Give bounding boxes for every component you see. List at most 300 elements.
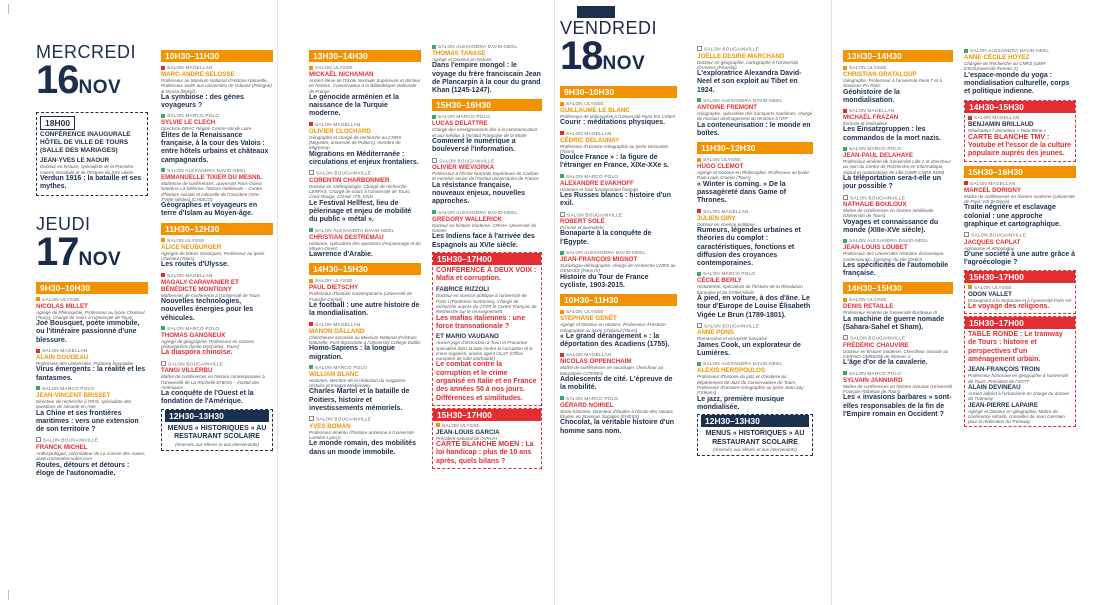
event <box>697 271 813 319</box>
time-slot: 13H30–14H30 <box>843 50 953 62</box>
speaker-name: ODON VALLET <box>968 290 1012 298</box>
speaker-name: CÉCILE BERLY <box>697 277 742 285</box>
salon-label: SALON BOUGAINVILLE <box>439 158 495 164</box>
speaker-bio: Agrégé de Philosophie, Professeur au lycée Choiseul (Tours), Chargé de cours à l'université de Tours <box>36 309 145 320</box>
column-thu-afternoon <box>309 0 421 457</box>
salon-label: SALON MAGELLAN <box>42 348 88 354</box>
time-slot: 9H30–10H30 <box>560 86 677 98</box>
speaker-name: MICKAËL NICHANIAN <box>309 71 374 78</box>
event-title: La symbiose : des gènes voyageurs ? <box>161 93 244 110</box>
religion-box <box>964 270 1076 315</box>
event <box>560 101 677 128</box>
speaker-bio: Directrice DRAC Région Centre-Val de Loire <box>161 126 252 132</box>
speaker-name: CHRISTIAN DESTREMAU <box>309 233 384 241</box>
salon-label: SALON ULYSSE <box>566 309 604 315</box>
speaker-bio: Enseignant à la Sorbonne et à l'université Paris-VII <box>968 297 1072 303</box>
salon-label: SALON MARCO POLO <box>42 385 95 391</box>
speaker-bio: Directeur de recherche à l'IRIS, spécialiste des questions de sécurité en Asie <box>36 398 132 410</box>
salon-label: SALON MARCO POLO <box>703 271 756 277</box>
day-number: 16 <box>36 58 79 102</box>
speaker-name: HUGO CLEMOT <box>697 163 744 171</box>
event-title: « Winter is coming. » De la passagèreté dans Game of Thrones. <box>697 180 787 205</box>
salon-label: SALON BOUGAINVILLE <box>567 212 623 218</box>
salon-label: SALON MAGELLAN <box>566 352 612 358</box>
event <box>697 157 813 205</box>
menu-title: MENUS « HISTORIQUES » AU RESTAURANT SCOLAIRE <box>705 430 805 446</box>
speaker-bio: Écrivain et journaliste <box>560 225 604 231</box>
day-header-thu <box>36 214 148 278</box>
event <box>309 65 421 119</box>
speaker-bio: Agrégé et Docteur en histoire <box>432 57 492 62</box>
speaker-name: THOMAS TANASE <box>432 50 486 57</box>
speaker-name: YVES BOMAN <box>309 422 351 430</box>
speaker-name: LUCAS DELATTRE <box>432 120 488 128</box>
salon-label: SALON MAGELLAN <box>970 180 1016 186</box>
event-title: CONFÉRENCE INAUGURALE HÔTEL DE VILLE DE TOURS (SALLE DES MARIAGES) <box>40 131 131 154</box>
speaker-name: CÉDRIC DELAUNAY <box>560 136 620 144</box>
speaker-name: ANNE-CÉCILE HOYEZ <box>964 54 1030 61</box>
speaker-bio: Maître de conférences en histoire contemporaine à l'Université de La Rochelle EHESS – Institut des Amériques <box>161 374 265 390</box>
event-title: TABLE RONDE : Le tramway de Tours : histoire et perspectives d'un aménagement urbain. <box>968 331 1063 364</box>
event-title: Les Russes blancs : histoire d'un exil. <box>560 192 671 208</box>
event-title: L'âge d'or de la cavalerie. <box>843 359 928 367</box>
speaker-name: ANNE PONS <box>697 329 734 337</box>
event-title: Les spécificités de l'automobile française. <box>843 261 949 278</box>
speaker-name: GREGORY WALLERICK <box>432 215 502 223</box>
speaker-name: ALEXANDRE EVAKHOFF <box>560 179 634 187</box>
speaker-name: WILLIAM BLANC <box>309 370 359 378</box>
salon-label: SALON MARCO POLO <box>566 395 619 401</box>
salon-label: SALON ALEXANDRA DAVID-NEEL <box>703 361 783 367</box>
salon-label: SALON ALEXANDRA DAVID-NEEL <box>566 250 646 256</box>
event-title: Le combat contre la corruption et le crime organisé en Italie et en France des années 50 à nos jours. Différences et similitudes. <box>436 361 537 402</box>
salon-label: SALON MARCO POLO <box>438 114 491 120</box>
speaker-bio: Réalisateur / animateur « Nota Bene » <box>968 128 1047 134</box>
event-title: Migrations en Méditerranée : circulations et enjeux frontaliers. <box>309 150 419 166</box>
event-title: Homo-Sapiens : la longue migration. <box>309 345 395 361</box>
time-slot: 15H30–17H00 <box>433 409 541 421</box>
salon-label: SALON ULYSSE <box>42 296 80 302</box>
carte-blanche-box <box>432 408 542 469</box>
speaker-name: JEAN-LOUIS GARCIA <box>436 428 500 436</box>
time-slot: 15H30–16H30 <box>432 99 542 111</box>
salon-label: SALON BOUGAINVILLE <box>971 232 1027 238</box>
event-title: La résistance française, nouveaux enjeux, nouvelles approches. <box>432 181 525 206</box>
event-title: Voyages et connaissance du monde (XIIIe-XVe siècle). <box>843 218 939 234</box>
speaker-name: ANTOINE FREMONT <box>697 103 758 111</box>
event-title: La diaspora chinoise. <box>161 349 233 357</box>
speaker-name: JEAN-LOUIS LOUBET <box>843 244 908 252</box>
event <box>309 170 421 224</box>
event <box>843 371 953 419</box>
salon-label: SALON BOUGAINVILLE <box>850 195 906 201</box>
event-title: Les Indiens face à l'arrivée des Espagnols au XVIe siècle. <box>432 233 535 249</box>
event <box>161 238 273 270</box>
event-title: Élites de la Renaissance française, à la cour des Valois : entre hôtels urbains et châteaux campagnards. <box>161 131 269 164</box>
speaker-name: ALAIN DEVINEAU <box>968 383 1021 391</box>
salon-label: SALON MAGELLAN <box>974 115 1020 121</box>
speaker-bio: Ancien juge d'instruction à Turin et Procureur spécialisé dans la lutte contre la corruption et le crime organisé, ancien agent OLAF (Office européen de lutte antifraude) <box>436 340 533 362</box>
speaker-name: CORENTIN CHARBONNIER <box>309 176 390 184</box>
event <box>36 348 148 383</box>
column-thu-morning <box>161 0 273 451</box>
event <box>964 232 1076 267</box>
event <box>560 250 677 290</box>
event-title: Routes, détours et détours : éloge de l'autonomadie. <box>36 461 130 477</box>
event <box>697 98 813 138</box>
event-title: CONFÉRENCE À DEUX VOIX : Mafia et corruption. <box>436 266 537 283</box>
event-title: Le Festival Hellfest, lieu de pèlerinage et enjeu de mobilité du public « métal ». <box>309 199 412 224</box>
event <box>309 322 421 362</box>
salon-label: SALON MARCO POLO <box>849 146 902 152</box>
time-slot: 11H30–12H30 <box>161 223 273 235</box>
menu-box <box>161 409 273 451</box>
speaker-bio: Chercheuse associée au Muséum National d'Histoire Naturelle, Post-doctorante à l'University College Dublin <box>309 334 421 345</box>
event <box>36 386 148 434</box>
salon-label: SALON BOUGAINVILLE <box>850 335 906 341</box>
event <box>309 365 421 413</box>
speaker-bio: Géographe, spécialiste des transports maritimes, chargé de mission aménagement du territoire à l'IFF <box>697 110 813 122</box>
event <box>843 297 953 332</box>
time-slot: 14H30–15H30 <box>843 282 953 294</box>
speaker-name: OLIVIER CLOCHARD <box>309 127 371 135</box>
event <box>697 46 813 95</box>
event-title: L'exploratrice Alexandra David-Neel et son exploit au Tibet en 1924. <box>697 70 802 94</box>
event-title: Nouvelles technologies, nouvelles énergies pour les véhicules. <box>161 297 254 322</box>
speaker-bio: Agrégé et Docteur en Philosophie, Professeur au lycée Paul-Louis Courier (Tours) <box>697 170 809 181</box>
column-fri-afternoon <box>843 0 953 419</box>
event <box>697 323 813 358</box>
speaker-bio: Professeur au Muséum National d'Histoire Naturelle, Professeur invité aux universités de Gdansk (Pologne) & Viçosa (Brésil) <box>161 78 272 94</box>
event <box>36 437 148 478</box>
salon-label: SALON BOUGAINVILLE <box>316 170 372 176</box>
event <box>843 146 953 191</box>
event <box>432 44 542 95</box>
event <box>161 361 273 407</box>
conference-box <box>432 252 542 406</box>
speaker-name: NATHALIE BOULOUX <box>843 201 907 209</box>
salon-label: SALON MAGELLAN <box>167 272 213 278</box>
salon-label: SALON ALEXANDRA DAVID-NEEL <box>438 209 518 215</box>
event <box>843 108 953 143</box>
time-slot: 14H30–15H30 <box>309 263 421 275</box>
speaker-name: FRANCK MICHEL <box>36 443 88 451</box>
column-thu-late <box>432 0 542 469</box>
event <box>560 309 677 349</box>
event <box>161 326 273 358</box>
salon-label: SALON ALEXANDRA DAVID-NEEL <box>849 238 929 244</box>
salon-label: SALON BOUGAINVILLE <box>316 416 372 422</box>
event-title: L'espace-monde du yoga : mondialisation culturelle, corps et politique indienne. <box>964 71 1070 96</box>
event-title: Verdun 1916 : la bataille et ses mythes. <box>40 174 142 191</box>
speaker-bio: Professeur émérite de l'université Lille 1 et chercheur au sein du Centre de Recherche en Informatique, Signal et Automatique de Lille (UMR CNRS 9189) <box>843 159 952 175</box>
speaker-name: ET MARIO VAUDANO <box>436 333 499 341</box>
event <box>161 168 273 219</box>
event-title: Joé Bousquet, poète immobile, ou l'itinéraire passionné d'une blessure. <box>36 320 140 344</box>
speaker-name: MICHAËL FRAZAN <box>843 114 899 122</box>
speaker-name: JEAN-YVES LE NAOUR <box>40 157 110 165</box>
salon-label: SALON MARCO POLO <box>849 370 902 376</box>
event-title: Charles Martel et la bataille de Poitiers, histoire et investissements mémoriels. <box>309 388 410 412</box>
speaker-bio: Historienne, spécialiste de l'histoire de la Révolution française et du XVIIIe siècle <box>697 284 803 295</box>
speaker-name: BENJAMIN BRILLAUD <box>968 121 1034 129</box>
event <box>964 181 1076 229</box>
event-title: D'une société à une autre grâce à l'agroécologie ? <box>964 250 1075 267</box>
speaker-name: PAUL DIETSCHY <box>309 284 359 292</box>
event-title: Le football : une autre histoire de la mondialisation. <box>309 302 420 318</box>
event-title: Rumeurs, légendes urbaines et théories du complot : caractéristiques, fonctions et diffusion des croyances contemporaines. <box>697 226 801 268</box>
speaker-bio: Sociologue-démographe, chargé de recherche CNRS au GEMASS (Paris IV) <box>560 263 676 274</box>
day-number: 17 <box>36 229 79 274</box>
event-title: Le génocide arménien et la naissance de la Turquie moderne. <box>309 93 399 118</box>
speaker-name: STÉPHANE GENÊT <box>560 315 617 323</box>
salon-label: SALON BOUGAINVILLE <box>704 46 760 52</box>
carte-blanche-box <box>964 100 1076 161</box>
salon-label: SALON MAGELLAN <box>167 65 213 70</box>
event <box>843 195 953 236</box>
time-slot: 15H30–16H30 <box>964 166 1076 178</box>
speaker-bio: Docteur en histoire, spécialiste de la Première Guerre mondiale et de l'histoire du XXe siècle <box>40 164 134 175</box>
day-header-fri <box>560 18 677 82</box>
speaker-name: FRÉDÉRIC CHAUVIRE <box>843 341 909 349</box>
time-slot: 11H30–12H30 <box>697 142 813 154</box>
speaker-bio: Anthropologue, cofondateur de La croisée des routes, www.croiseedesroutes.com <box>36 450 146 462</box>
event-title: Chocolat, la véritable histoire d'un homme sans nom. <box>560 419 675 435</box>
menu-box <box>697 414 813 456</box>
speaker-bio: Historien, spécialiste des questions d'espionnage et du Moyen-Orient <box>309 240 421 251</box>
salon-label: SALON ULYSSE <box>849 297 887 303</box>
event <box>843 65 953 105</box>
speaker-bio: Socio-historien. Directeur d'études à l'École des Hautes Études en Sciences Sociales (EHESS) <box>560 408 674 419</box>
speaker-bio: Historien et haut fonctionnaire français <box>560 186 639 192</box>
speaker-name: JEAN-FRANÇOIS TROIN <box>968 366 1040 374</box>
event-title: Le monde romain, des mobilités dans un monde immobile. <box>309 440 416 456</box>
column-wed-thu <box>36 0 148 478</box>
speaker-name: NICOLAS OPPENCHAIM <box>560 358 632 366</box>
event-title: Les mafias italiennes : une force transnationale ? <box>436 314 526 330</box>
speaker-name: DENIS RETAILLE <box>843 303 894 311</box>
salon-label: SALON ALEXANDRA DAVID-NEEL <box>315 227 395 233</box>
day-month: NOV <box>78 248 122 270</box>
menu-title: MENUS « HISTORIQUES » AU RESTAURANT SCOLAIRE <box>167 424 267 441</box>
event-title: Comment le numérique a bouleversé l'information. <box>432 138 516 154</box>
event-title: Adolescents de cité. L'épreuve de la mobilité. <box>560 376 673 392</box>
speaker-bio: Professeur honoraire en géographie à l'université de Tours, Président de l'ADTT <box>968 373 1069 384</box>
event <box>560 352 677 392</box>
speaker-name: MARCEL DORIGNY <box>964 186 1021 194</box>
speaker-bio: Docteur en Anthropologie, Chargé de recherche LERFAS, Chargé de cours à l'Université de Tours, Croix Rouge, CNAM, ITS, CNU <box>309 183 411 200</box>
speaker-bio: Professeur d'Histoire-Géographie au lycée Descartes (Tours) <box>560 143 669 154</box>
event <box>432 114 542 154</box>
salon-label: SALON ALEXANDRA DAVID-NEEL <box>703 97 783 103</box>
speaker-bio: Président national de l'APAJH <box>436 435 497 441</box>
event <box>843 238 953 278</box>
time-slot: 13H30–14H30 <box>309 50 421 62</box>
salon-label: SALON ALEXANDRA DAVID-NEEL <box>167 167 247 173</box>
event-title: À pied, en voiture, à dos d'âne. Le tour d'Europe de Louise Élisabeth Vigée Le Brun (1789-1801). <box>697 295 811 319</box>
event-title: La conquête de l'Ouest et la fondation de l'Amérique. <box>161 390 254 406</box>
speaker-bio: Docteur en science politique <box>697 221 755 227</box>
event <box>560 396 677 436</box>
speaker-bio: Maîtresses de conférence à l'Université de Tours <box>161 292 261 298</box>
speaker-bio: Maître de conférences en histoire moderne (Université de Paris VIII St-Denis) <box>964 193 1075 204</box>
salon-label: SALON MARCO POLO <box>315 364 368 370</box>
speaker-name: JEAN-PIERRE LAPAIRE <box>968 401 1039 409</box>
event <box>432 210 542 250</box>
speaker-bio: Professeur de philosophie à l'Université Paris Est Créteil <box>560 114 675 119</box>
speaker-name: JOËLLE DESIRE-MARCHAND <box>697 52 785 60</box>
event-title: Les routes d'Ulysse. <box>161 261 229 269</box>
speaker-bio: Maître de conférences en sociologie, chercheur au laboratoire CITERES <box>560 365 664 376</box>
speaker-name: JACQUES CAPLAT <box>964 238 1021 246</box>
event <box>309 416 421 457</box>
event-title: James Cook, un explorateur de Lumières. <box>697 341 801 358</box>
salon-label: SALON MAGELLAN <box>315 321 361 327</box>
day-number: 18 <box>560 34 603 78</box>
speaker-name: GÉRARD NOIRIEL <box>560 401 614 409</box>
speaker-name: THOMAS GANGNEUX <box>161 331 226 339</box>
event <box>843 335 953 367</box>
speaker-name: SYLVIE LE CLECH <box>161 119 216 127</box>
event-title: Doulce France » : la figure de l'étranger en France, XIXe-XXe s. <box>560 154 670 170</box>
time-slot: 12H30–13H30 <box>165 410 269 422</box>
salon-label: SALON MARCO POLO <box>167 325 220 331</box>
event-title: Dans l'empire mongol : le voyage du frère franciscain Jean de Plancarpin à la cour du grand Khan (1245-1247). <box>432 62 541 95</box>
speaker-name: ALEXIS HEROPOULOS <box>697 367 766 375</box>
time-slot: 10H30–11H30 <box>560 294 677 306</box>
speaker-bio: Ancien adjoint à l'urbanisme en charge du dossier du Tramway <box>968 390 1070 402</box>
event <box>432 158 542 207</box>
speaker-name: OLIVIER WIEVIORKA <box>432 164 495 172</box>
event-title: Traite négrière et esclavage colonial : une approche graphique et cartographique. <box>964 204 1061 228</box>
event-title: La machine de guerre nomade (Sahara-Sahel et Sham). <box>843 315 945 332</box>
speaker-bio: Agrégé et Docteur en géographie, Maître de conférence retraité, conseiller de Jean Germain pour la réalisation du Tramway <box>968 408 1065 425</box>
speaker-bio: Docteur en histoire moderne, CRHIA–Université de Nantes <box>432 222 537 233</box>
event-title: Le voyage des religions. <box>968 302 1050 310</box>
speaker-name: MARC-ANDRÉ SELOSSE <box>161 71 235 78</box>
speaker-bio: Chargé des enseignements liés à la communication et aux médias à l'Institut Française de la Mode <box>432 127 538 138</box>
event <box>309 278 421 318</box>
event <box>697 209 813 269</box>
event-title: CARTE BLANCHE TMV : Youtube et l'essor de la culture populaire auprès des jeunes. <box>968 133 1072 158</box>
crop-mark <box>8 4 9 14</box>
time-slot: 10H30–11H30 <box>161 50 273 62</box>
event <box>161 113 273 164</box>
salon-label: SALON BOUGAINVILLE <box>168 361 224 367</box>
speaker-bio: Professeur d'histoire du jazz et d'analyse au département de Jazz du Conservatoire de Tours, Professeur d'Histoire-Géographie au lycée Jean Zay (Orléans) <box>697 374 804 396</box>
event-title: Les « invasions barbares » sont-elles responsables de la fin de l'Empire romain en Occident ? <box>843 394 952 418</box>
speaker-bio: Agrégé et Docteur en Histoire, Professeur d'Histoire-Géographie au lycée Choiseul (Tours) <box>560 322 668 333</box>
speaker-name: JEAN-PAUL DELAHAYE <box>843 152 914 160</box>
speaker-name: JULIEN GIRY <box>697 214 736 222</box>
salon-label: SALON ULYSSE <box>167 237 205 243</box>
speaker-bio: Romancière et essayiste française <box>697 336 768 342</box>
speaker-bio: Docteur en science politique à l'université de Paris I (Panthéon-Sorbonne), Chargé de recherche auprès du CF2R le Centre Français de Recherche sur le renseignement <box>436 293 537 315</box>
speaker-bio: Écrivain et réalisateur <box>843 121 888 127</box>
salon-label: SALON MAGELLAN <box>703 208 749 214</box>
speaker-bio: Maître de conférences en histoire médiévale (Université de Tours) <box>843 208 934 219</box>
speaker-bio: Agrégé de géographie, Professeur en classes préparatoires (lycée Descartes, Tours) <box>161 338 255 350</box>
speaker-name: JEAN-FRANÇOIS MIGNOT <box>560 256 638 264</box>
day-month: NOV <box>78 77 122 98</box>
fold-line <box>277 0 278 605</box>
salon-label: SALON MAGELLAN <box>849 108 895 114</box>
event-title: La Chine et ses frontières maritimes : vers une extension de son territoire ? <box>36 409 139 434</box>
event-title: Bonaparte à la conquête de l'Égypte. <box>560 230 652 246</box>
day-month: NOV <box>602 53 646 74</box>
event-title: « Le grand dérangement » : la déportation des Acadiens (1755). <box>560 332 670 349</box>
event-title: Virus émergents : la réalité et les fantasmes. <box>36 366 146 382</box>
salon-label: SALON ULYSSE <box>315 278 353 284</box>
event-title: La téléportation sera-t-elle un jour possible ? <box>843 174 942 191</box>
salon-label: SALON ALEXANDRA DAVID-NEEL <box>970 48 1050 53</box>
salon-label: SALON ULYSSE <box>315 65 353 70</box>
salon-label: SALON ULYSSE <box>974 284 1012 290</box>
event <box>309 228 421 260</box>
speaker-name: JEAN-VINCENT BRISSET <box>36 391 111 399</box>
event <box>964 48 1076 96</box>
speaker-name: TANGI VILLERBU <box>161 367 213 375</box>
salon-label: SALON ULYSSE <box>566 101 604 106</box>
speaker-name: ALAIN GOUDEAU <box>36 354 89 362</box>
speaker-name: CHRISTIAN GRATALOUP <box>843 71 917 78</box>
salon-label: SALON BOUGAINVILLE <box>704 323 760 329</box>
time-slot: 15H30–17H00 <box>965 271 1075 283</box>
fold-line <box>831 0 832 605</box>
speaker-bio: Docteur en histoire moderne, Chercheur associé au CERHIO-UMR6258 de Rennes 2 <box>843 348 949 360</box>
speaker-name: MAGALY CARAVANIER ET BÉNÉDICTE MONTIGNY <box>161 278 239 293</box>
event <box>560 131 677 171</box>
speaker-bio: Docteur en géographie, cartographe à l'Université d'Amiens (Picardie) <box>697 59 799 70</box>
salon-label: SALON ULYSSE <box>442 422 480 428</box>
column-fri-late-morning <box>697 0 813 456</box>
speaker-bio: Maîtresse de conférences, université Paris-Ouest Nanterre La Défense, histoire médiévale – Centre d'histoire sociale et culturelle de l'Occident (XIIe–XVIIIe siècles) (CHISCO) <box>161 180 263 202</box>
time-slot: 12H30–13H30 <box>701 415 809 427</box>
speaker-bio: Chargée de Recherche au CNRS (UMR ESO/Université Rennes 2) <box>964 61 1046 72</box>
salon-label: SALON MARCO POLO <box>566 173 619 179</box>
speaker-bio: Professeur d'histoire contemporaine (Université de Franche-Comté) <box>309 291 413 302</box>
salon-label: SALON ULYSSE <box>703 157 741 163</box>
event-title: Histoire du Tour de France cycliste, 1903-2015. <box>560 273 649 289</box>
inaugural-box <box>36 112 148 196</box>
speaker-name: ROBERT SOLÉ <box>560 218 605 226</box>
event <box>560 212 677 247</box>
speaker-name: ALICE NEUBURGER <box>161 243 222 251</box>
event <box>697 361 813 412</box>
event-title: Le jazz, première musique mondialisée. <box>697 395 785 411</box>
speaker-name: EMMANUELLE TIXIER DU MESNIL <box>161 173 263 181</box>
speaker-name: NICOLAS MILLET <box>36 302 88 310</box>
day-name: JEUDI <box>36 213 91 234</box>
speaker-bio: Professeur émérite de l'université Bordeaux III <box>843 310 938 316</box>
event <box>161 65 273 110</box>
crop-mark <box>8 590 9 600</box>
menu-note: (réservés aux élèves et aux intervenants) <box>712 447 797 453</box>
time-slot: 9H30–10H30 <box>36 282 148 294</box>
event <box>36 297 148 345</box>
speaker-name: GUILLAUME LE BLANC <box>560 107 630 114</box>
event <box>309 122 421 167</box>
column-fri-late <box>964 0 1076 427</box>
salon-label: SALON ALEXANDRA DAVID-NEEL <box>438 44 518 49</box>
speaker-bio: Professeur à l'École Normale Supérieure de Cachan et membre senior de l'Institut universitaire de France <box>432 171 539 182</box>
speaker-bio: Professeur des Universités Historien économique contemporain, Directeur du site IDHES <box>843 251 944 262</box>
speaker-name: FABRICE RIZZOLI <box>436 286 489 294</box>
time-slot: 15H30–17H00 <box>965 317 1075 329</box>
event-title: Les Einsatzgruppen : les commandos de la mort nazis. <box>843 126 942 142</box>
speaker-bio: Professeur émérite d'histoire ancienne à l'université Lumière Lyon II <box>309 429 414 441</box>
day-header-wed <box>36 42 148 106</box>
